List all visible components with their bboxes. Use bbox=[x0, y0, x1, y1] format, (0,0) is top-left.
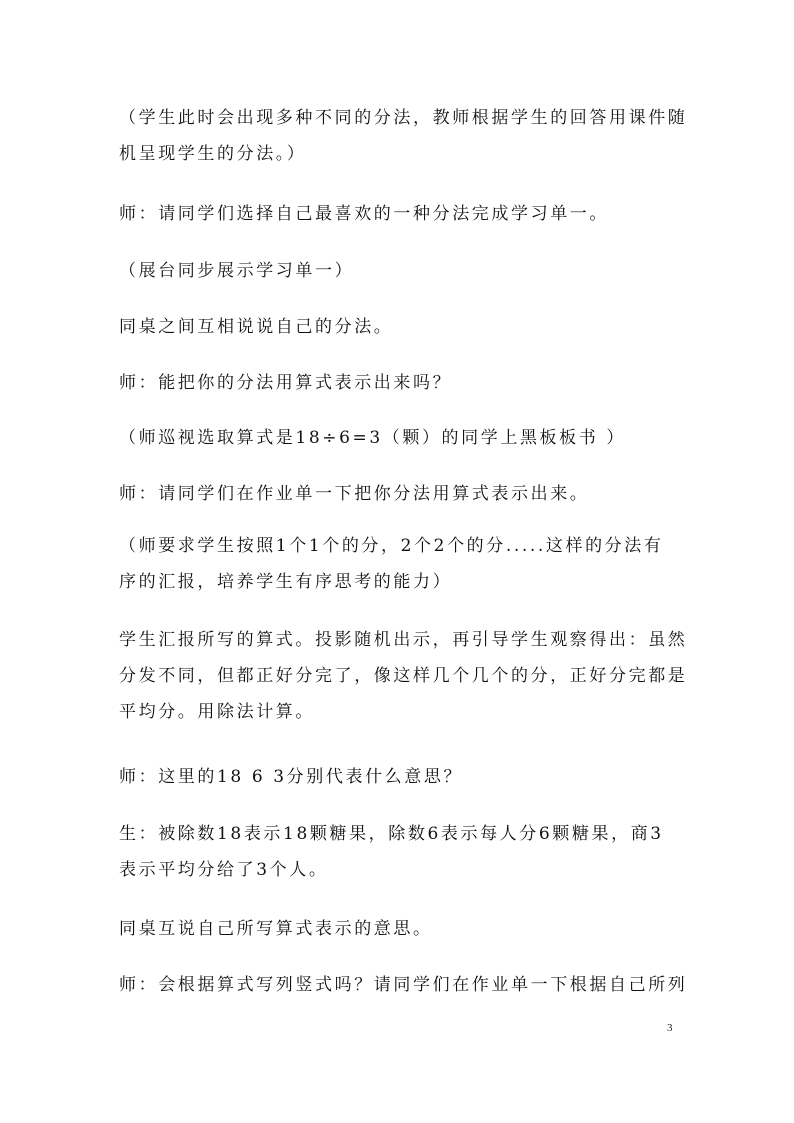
text-line: （师巡视选取算式是18÷6=3（颗）的同学上黑板板书 ） bbox=[119, 428, 626, 448]
text-line: 分发不同，但都正好分完了，像这样几个几个的分，正好分完都是 bbox=[119, 666, 688, 686]
paragraph-display bbox=[119, 253, 679, 289]
text-line: 学生汇报所写的算式。投影随机出示，再引导学生观察得出：虽然 bbox=[119, 630, 688, 650]
paragraph-blackboard bbox=[119, 420, 679, 456]
text-line: 同桌之间互相说说自己的分法。 bbox=[119, 317, 394, 337]
text-line: 平均分。用除法计算。 bbox=[119, 702, 315, 722]
paragraph-student-methods bbox=[119, 100, 688, 172]
paragraph-student-report bbox=[119, 622, 688, 730]
text-line: 序的汇报，培养学生有序思考的能力） bbox=[119, 572, 453, 592]
text-line: 师：请同学们选择自己最喜欢的一种分法完成学习单一。 bbox=[119, 204, 609, 224]
text-line: （师要求学生按照1个1个的分，2个2个的分.....这样的分法有 bbox=[119, 536, 664, 556]
paragraph-choose-method bbox=[119, 196, 679, 232]
text-line: （展台同步展示学习单一） bbox=[119, 261, 355, 281]
text-line: 师：这里的18 6 3分别代表什么意思？ bbox=[119, 767, 464, 787]
text-line: 师：能把你的分法用算式表示出来吗？ bbox=[119, 373, 453, 393]
text-line: 同桌互说自己所写算式表示的意思。 bbox=[119, 919, 433, 939]
paragraph-explain-meaning bbox=[119, 911, 679, 947]
page-number: 3 bbox=[667, 1022, 673, 1034]
paragraph-teacher-question bbox=[119, 365, 679, 401]
paragraph-ordered-report bbox=[119, 528, 679, 600]
paragraph-desk-mates bbox=[119, 309, 679, 345]
text-line: 生：被除数18表示18颗糖果，除数6表示每人分6颗糖果，商3 bbox=[119, 824, 664, 844]
paragraph-vertical-form bbox=[119, 967, 688, 1003]
text-line: 机呈现学生的分法。） bbox=[119, 144, 307, 164]
text-line: 师：会根据算式写列竖式吗？请同学们在作业单一下根据自己所列 bbox=[119, 975, 688, 995]
text-line: 师：请同学们在作业单一下把你分法用算式表示出来。 bbox=[119, 484, 590, 504]
paragraph-worksheet bbox=[119, 476, 679, 512]
text-line: （学生此时会出现多种不同的分法，教师根据学生的回答用课件随 bbox=[119, 108, 688, 128]
paragraph-meaning-question bbox=[119, 759, 679, 795]
paragraph-student-answer bbox=[119, 816, 679, 888]
text-line: 表示平均分给了3个人。 bbox=[119, 860, 329, 880]
